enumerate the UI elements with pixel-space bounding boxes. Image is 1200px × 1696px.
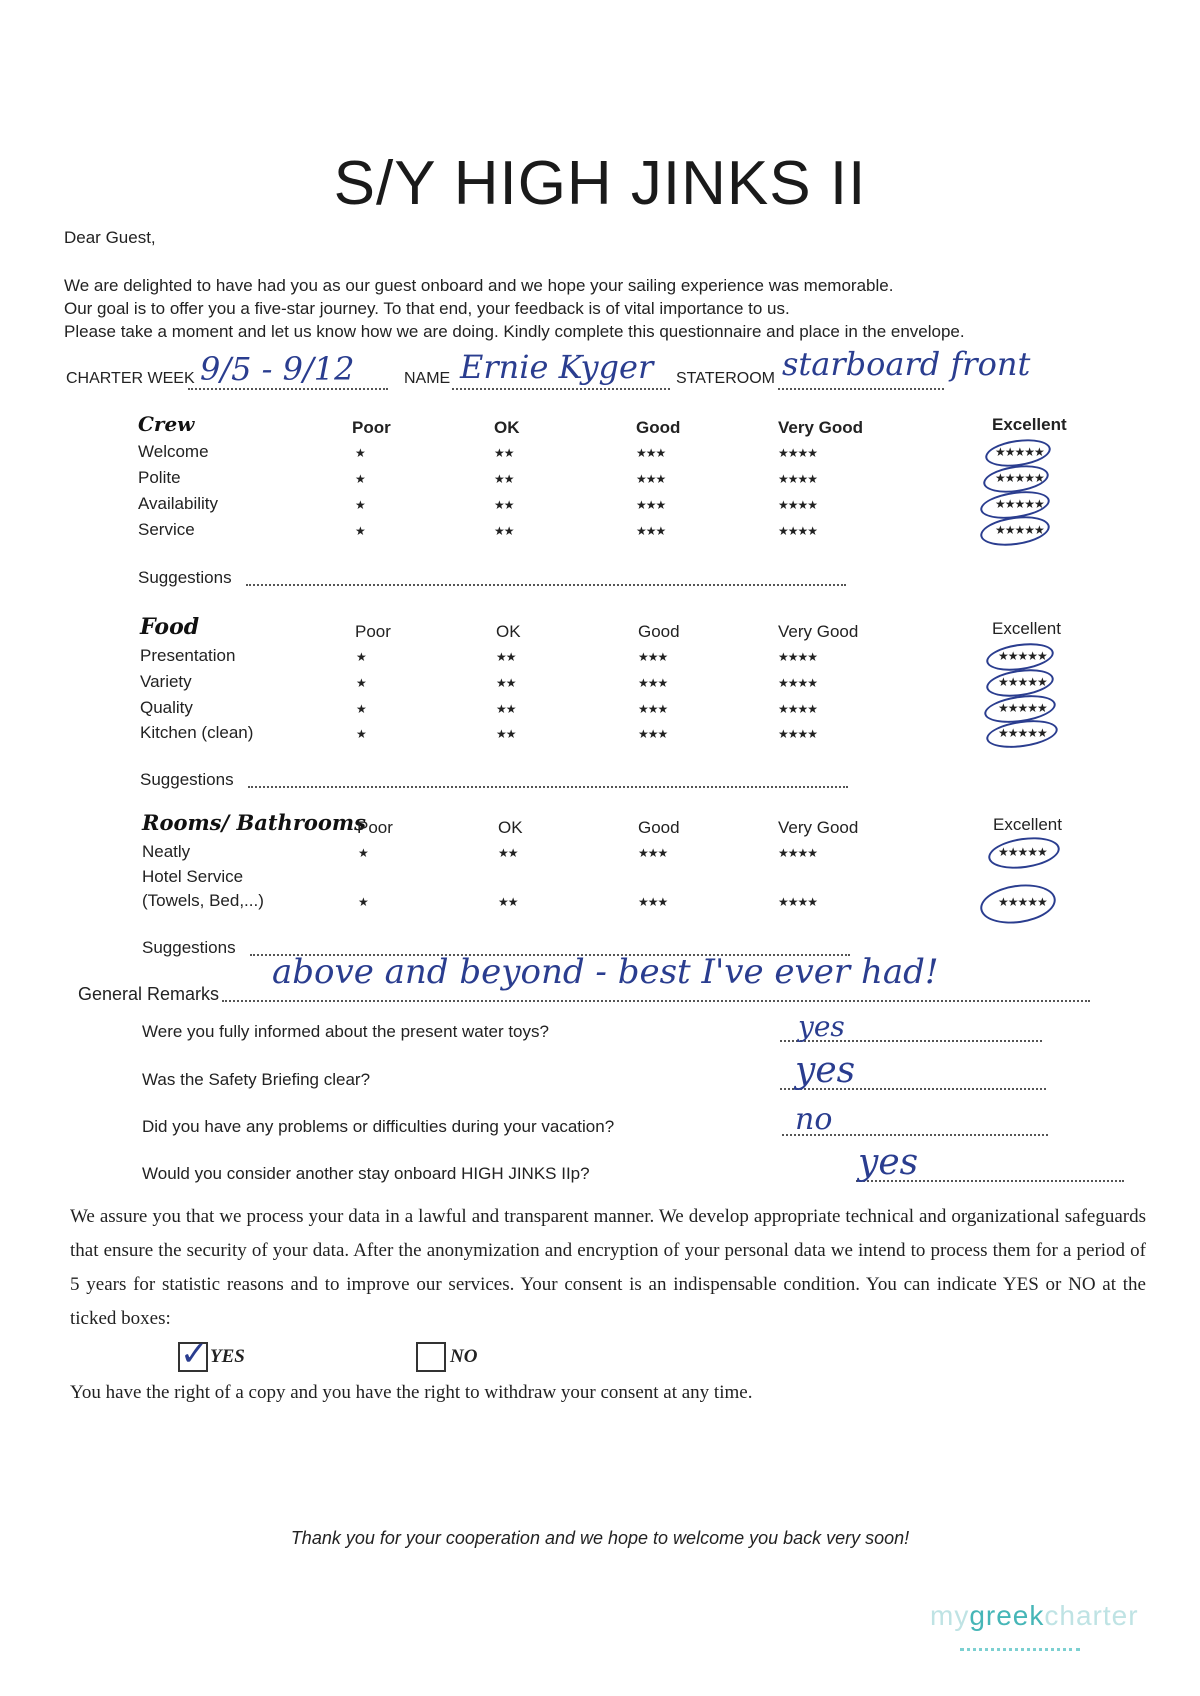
question-safety-briefing: Was the Safety Briefing clear? <box>142 1070 371 1089</box>
watermark-waves <box>960 1640 1080 1651</box>
star-4[interactable]: ★★★★ <box>778 676 818 690</box>
star-5-selected[interactable]: ★★★★★ <box>995 445 1044 459</box>
name-line <box>452 388 670 390</box>
column-good: Good <box>638 818 680 837</box>
watermark-post: charter <box>1044 1600 1139 1631</box>
star-4[interactable]: ★★★★ <box>778 895 818 909</box>
star-1[interactable]: ★ <box>358 846 368 860</box>
name-value[interactable]: Ernie Kyger <box>460 348 654 386</box>
food-suggestions-label: Suggestions <box>140 770 234 789</box>
column-very-good: Very Good <box>778 418 864 437</box>
star-1[interactable]: ★ <box>356 702 366 716</box>
star-2[interactable]: ★★ <box>494 498 514 512</box>
privacy-text: We assure you that we process your data in a lawful and transparent manner. We develop appropriate technical and organizational safeguards that ensure the security of your data. After the anonymization and encryption of your personal data we intend to process them for a period of 5 years for statistic reasons and to improve our services. Your consent is an indispensable condition. You can indicate YES or NO at the ticked boxes: <box>70 1206 1146 1329</box>
stateroom-label: STATEROOM <box>676 370 775 387</box>
answer-water-toys[interactable]: yes <box>798 1010 845 1043</box>
column-poor: Poor <box>357 818 393 837</box>
star-3[interactable]: ★★★ <box>638 702 668 716</box>
star-1[interactable]: ★ <box>355 472 365 486</box>
column-poor: Poor <box>355 622 391 641</box>
consent-no-checkbox[interactable] <box>416 1342 446 1372</box>
star-3[interactable]: ★★★ <box>638 650 668 664</box>
intro-line: Please take a moment and let us know how we are doing. Kindly complete this questionnaire and place in the envelope. <box>64 322 965 341</box>
star-2[interactable]: ★★ <box>496 650 516 664</box>
consent-no-label: NO <box>450 1346 478 1367</box>
star-2[interactable]: ★★ <box>496 702 516 716</box>
star-1[interactable]: ★ <box>355 524 365 538</box>
section-title-food: Food <box>140 614 200 640</box>
charter-week-value[interactable]: 9/5 - 9/12 <box>200 350 355 388</box>
question-problems: Did you have any problems or difficulties during your vacation? <box>142 1117 615 1136</box>
column-good: Good <box>636 418 681 437</box>
star-5-selected[interactable]: ★★★★★ <box>998 675 1047 689</box>
consent-yes-label: YES <box>210 1346 245 1367</box>
star-4[interactable]: ★★★★ <box>778 846 818 860</box>
star-3[interactable]: ★★★ <box>638 727 668 741</box>
food-row-kitchen: Kitchen (clean) <box>140 723 254 742</box>
star-4[interactable]: ★★★★ <box>778 472 818 486</box>
rooms-row-hotel-service: Hotel Service <box>142 867 244 886</box>
food-row-presentation: Presentation <box>140 646 236 665</box>
star-4[interactable]: ★★★★ <box>778 524 818 538</box>
star-2[interactable]: ★★ <box>498 895 518 909</box>
answer-safety-briefing[interactable]: yes <box>795 1050 856 1091</box>
crew-suggestions-label: Suggestions <box>138 568 232 587</box>
star-5-selected[interactable]: ★★★★★ <box>995 497 1044 511</box>
column-excellent: Excellent <box>992 619 1061 638</box>
watermark-mid: greek <box>969 1600 1045 1631</box>
star-4[interactable]: ★★★★ <box>778 727 818 741</box>
star-5-selected[interactable]: ★★★★★ <box>995 523 1044 537</box>
page-title: S/Y HIGH JINKS II <box>333 149 867 218</box>
rights-text: You have the right of a copy and you have the right to withdraw your consent at any time. <box>70 1382 753 1403</box>
crew-row-polite: Polite <box>138 468 181 487</box>
crew-row-availability: Availability <box>138 494 219 513</box>
star-5-selected[interactable]: ★★★★★ <box>998 726 1047 740</box>
question-another-stay: Would you consider another stay onboard HIGH JINKS IIp? <box>142 1164 590 1183</box>
star-3[interactable]: ★★★ <box>636 472 666 486</box>
star-2[interactable]: ★★ <box>494 472 514 486</box>
rooms-row-towels: (Towels, Bed,...) <box>142 891 264 910</box>
star-1[interactable]: ★ <box>356 650 366 664</box>
check-mark-icon: ✓ <box>180 1334 209 1374</box>
star-1[interactable]: ★ <box>355 498 365 512</box>
watermark-logo <box>930 1600 1139 1632</box>
star-4[interactable]: ★★★★ <box>778 498 818 512</box>
star-3[interactable]: ★★★ <box>636 446 666 460</box>
star-5-selected[interactable]: ★★★★★ <box>998 649 1047 663</box>
star-5-selected[interactable]: ★★★★★ <box>998 895 1047 909</box>
answer-problems[interactable]: no <box>795 1102 833 1137</box>
star-1[interactable]: ★ <box>355 446 365 460</box>
question-water-toys: Were you fully informed about the present water toys? <box>142 1022 549 1041</box>
rooms-suggestions-label: Suggestions <box>142 938 236 957</box>
star-2[interactable]: ★★ <box>494 524 514 538</box>
charter-week-label: CHARTER WEEK <box>66 370 195 387</box>
column-excellent: Excellent <box>992 415 1067 434</box>
star-2[interactable]: ★★ <box>494 446 514 460</box>
general-remarks-line <box>222 1000 1090 1002</box>
crew-suggestions-line[interactable] <box>246 584 846 586</box>
intro-line: We are delighted to have had you as our guest onboard and we hope your sailing experience was memorable. <box>64 276 894 295</box>
charter-week-line <box>188 388 388 390</box>
crew-row-welcome: Welcome <box>138 442 209 461</box>
star-1[interactable]: ★ <box>358 895 368 909</box>
stateroom-value[interactable]: starboard front <box>782 345 1031 383</box>
section-title-crew: Crew <box>138 412 195 436</box>
greeting: Dear Guest, <box>64 228 156 247</box>
food-row-quality: Quality <box>140 698 193 717</box>
column-ok: OK <box>498 818 523 837</box>
star-2[interactable]: ★★ <box>496 676 516 690</box>
watermark-pre: my <box>930 1600 970 1631</box>
star-3[interactable]: ★★★ <box>638 676 668 690</box>
section-title-rooms: Rooms/ Bathrooms <box>142 810 366 835</box>
closing-thanks: Thank you for your cooperation and we hope to welcome you back very soon! <box>290 1528 910 1548</box>
food-suggestions-line[interactable] <box>248 786 848 788</box>
star-1[interactable]: ★ <box>356 676 366 690</box>
food-row-variety: Variety <box>140 672 192 691</box>
star-5-selected[interactable]: ★★★★★ <box>995 471 1044 485</box>
star-3[interactable]: ★★★ <box>638 846 668 860</box>
star-1[interactable]: ★ <box>356 727 366 741</box>
column-good: Good <box>638 622 680 641</box>
column-very-good: Very Good <box>778 622 859 641</box>
star-2[interactable]: ★★ <box>496 727 516 741</box>
rooms-row-neatly: Neatly <box>142 842 191 861</box>
intro-line: Our goal is to offer you a five-star journey. To that end, your feedback is of vital importance to us. <box>64 299 790 318</box>
crew-row-service: Service <box>138 520 195 539</box>
star-3[interactable]: ★★★ <box>636 498 666 512</box>
column-ok: OK <box>494 418 520 437</box>
star-4[interactable]: ★★★★ <box>778 650 818 664</box>
star-5-selected[interactable]: ★★★★★ <box>998 701 1047 715</box>
stateroom-line <box>778 388 944 390</box>
column-excellent: Excellent <box>993 815 1062 834</box>
star-2[interactable]: ★★ <box>498 846 518 860</box>
star-5-selected[interactable]: ★★★★★ <box>998 845 1047 859</box>
column-ok: OK <box>496 622 521 641</box>
column-very-good: Very Good <box>778 818 859 837</box>
star-3[interactable]: ★★★ <box>636 524 666 538</box>
star-4[interactable]: ★★★★ <box>778 446 818 460</box>
general-remarks-label: General Remarks <box>78 984 220 1004</box>
star-3[interactable]: ★★★ <box>638 895 668 909</box>
star-4[interactable]: ★★★★ <box>778 702 818 716</box>
name-label: NAME <box>404 370 451 387</box>
general-remarks-value[interactable]: above and beyond - best I've ever had! <box>272 952 939 992</box>
column-poor: Poor <box>352 418 391 437</box>
answer-another-stay[interactable]: yes <box>858 1142 919 1183</box>
